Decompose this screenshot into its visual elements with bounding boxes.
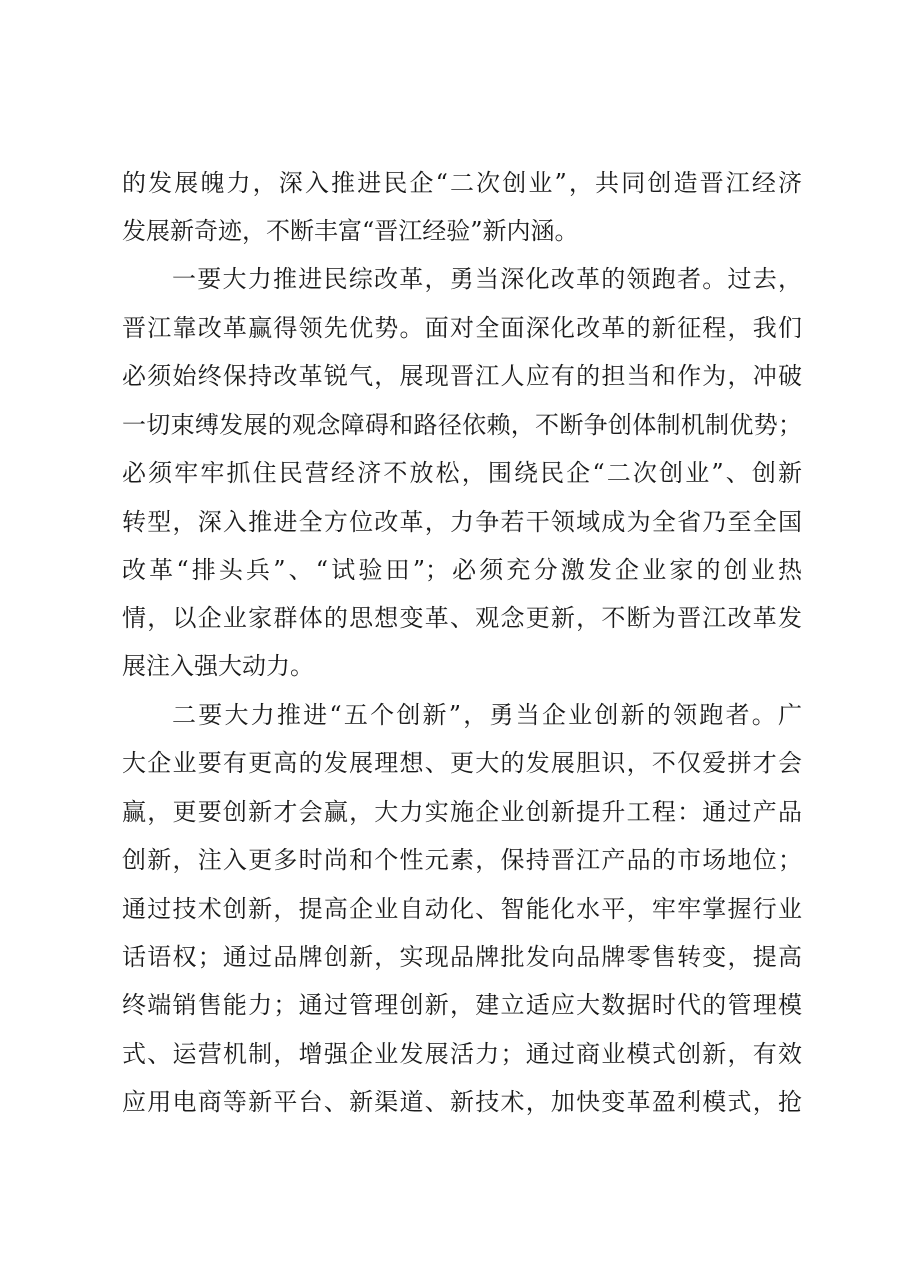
text-line: 大企业要有更高的发展理想、更大的发展胆识，不仅爱拼才会: [122, 749, 802, 777]
text-line: 应用电商等新平台、新渠道、新技术，加快变革盈利模式，抢: [122, 1088, 802, 1116]
text-line: 一切束缚发展的观念障碍和路径依赖，不断争创体制机制优势；: [122, 411, 802, 439]
text-line: 创新，注入更多时尚和个性元素，保持晋江产品的市场地位；: [122, 846, 802, 874]
text-line: 必须牢牢抓住民营经济不放松，围绕民企“二次创业”、创新: [122, 459, 802, 487]
text-line: 终端销售能力；通过管理创新，建立适应大数据时代的管理模: [122, 991, 802, 1019]
paragraph-first-line: 二要大力推进“五个创新”，勇当企业创新的领跑者。广: [172, 701, 802, 729]
text-line: 晋江靠改革赢得领先优势。面对全面深化改革的新征程，我们: [122, 314, 802, 342]
text-line: 话语权；通过品牌创新，实现品牌批发向品牌零售转变，提高: [122, 943, 802, 971]
paragraph-first-line: 一要大力推进民综改革，勇当深化改革的领跑者。过去，: [172, 265, 802, 293]
text-line: 发展新奇迹，不断丰富“晋江经验”新内涵。: [122, 217, 579, 245]
text-line: 必须始终保持改革锐气，展现晋江人应有的担当和作为，冲破: [122, 362, 802, 390]
text-line: 通过技术创新，提高企业自动化、智能化水平，牢牢掌握行业: [122, 895, 802, 923]
text-line: 改革“排头兵”、“试验田”；必须充分激发企业家的创业热: [122, 556, 802, 584]
text-line: 赢，更要创新才会赢，大力实施企业创新提升工程：通过产品: [122, 798, 802, 826]
text-line: 展注入强大动力。: [122, 652, 314, 680]
text-line: 的发展魄力，深入推进民企“二次创业”，共同创造晋江经济: [122, 169, 802, 197]
text-line: 情，以企业家群体的思想变革、观念更新，不断为晋江改革发: [122, 604, 802, 632]
text-line: 式、运营机制，增强企业发展活力；通过商业模式创新，有效: [122, 1040, 802, 1068]
text-line: 转型，深入推进全方位改革，力争若干领域成为全省乃至全国: [122, 508, 802, 536]
